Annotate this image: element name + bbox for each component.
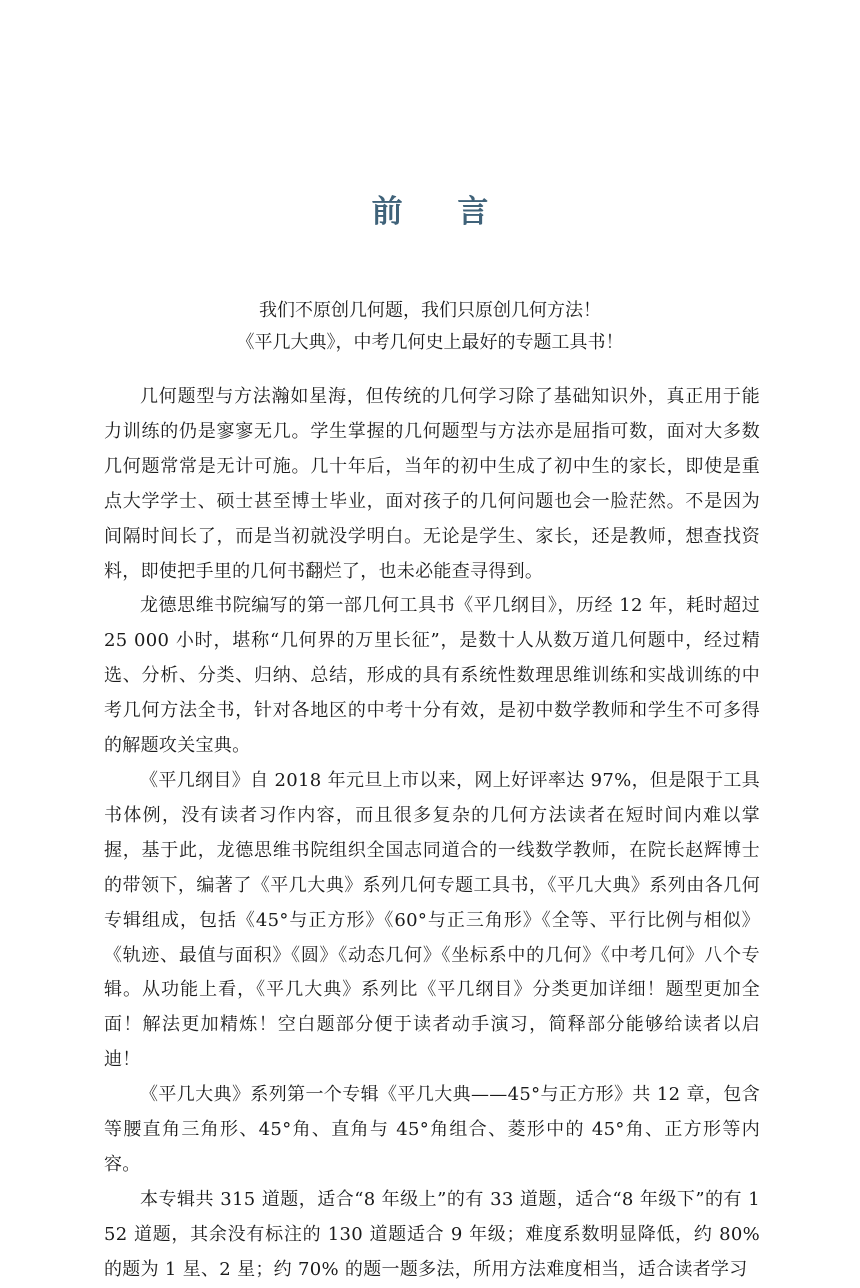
motto-line-1: 我们不原创几何题，我们只原创几何方法！ <box>259 300 601 321</box>
paragraph: 几何题型与方法瀚如星海，但传统的几何学习除了基础知识外，真正用于能力训练的仍是寥寥无几。学生掌握的几何题型与方法亦是屈指可数，面对大多数几何题常常是无计可施。几十年后，当年的初中生成了初中生的家长，即使是重点大学学士、硕士甚至博士毕业，面对孩子的几何问题也会一脸茫然。不是因为间隔时间长了，而是当初就没学明白。无论是学生、家长，还是教师，想查找资料，即使把手里的几何书翻烂了，也未必能查寻得到。 <box>104 386 760 582</box>
preface-body <box>104 380 760 1288</box>
paragraph: 《平几大典》系列第一个专辑《平几大典——45°与正方形》共 12 章，包含等腰直角三角形、45°角、直角与 45°角组合、菱形中的 45°角、正方形等内容。 <box>104 1084 760 1175</box>
paragraph: 本专辑共 315 道题，适合“8 年级上”的有 33 道题，适合“8 年级下”的有 152 道题，其余没有标注的 130 道题适合 9 年级；难度系数明显降低，约 80% 的题为 1 星、2 星；约 70% 的题一题多法，所用方法难度相当，适合读者学习 <box>104 1188 760 1280</box>
paragraph: 龙德思维书院编写的第一部几何工具书《平几纲目》，历经 12 年，耗时超过 25 000 小时，堪称“几何界的万里长征”，是数十人从数万道几何题中，经过精选、分析、分类、归纳、总结，形成的具有系统性数理思维训练和实战训练的中考几何方法全书，针对各地区的中考十分有效，是初中数学教师和学生不可多得的解题攻关宝典。 <box>104 595 760 757</box>
paragraph: 《平几纲目》自 2018 年元旦上市以来，网上好评率达 97%，但是限于工具书体例，没有读者习作内容，而且很多复杂的几何方法读者在短时间内难以掌握，基于此，龙德思维书院组织全国志同道合的一线数学教师，在院长赵辉博士的带领下，编著了《平几大典》系列几何专题工具书，《平几大典》系列由各几何专辑组成，包括《45°与正方形》《60°与正三角形》《全等、平行比例与相似》《轨迹、最值与面积》《圆》《动态几何》《坐标系中的几何》《中考几何》八个专辑。从功能上看，《平几大典》系列比《平几纲目》分类更加详细！题型更加全面！解法更加精炼！空白题部分便于读者动手演习，简释部分能够给读者以启迪！ <box>104 769 760 1071</box>
page-title: 前 言 <box>371 194 511 230</box>
motto-line-2: 《平几大典》，中考几何史上最好的专题工具书！ <box>236 332 624 353</box>
